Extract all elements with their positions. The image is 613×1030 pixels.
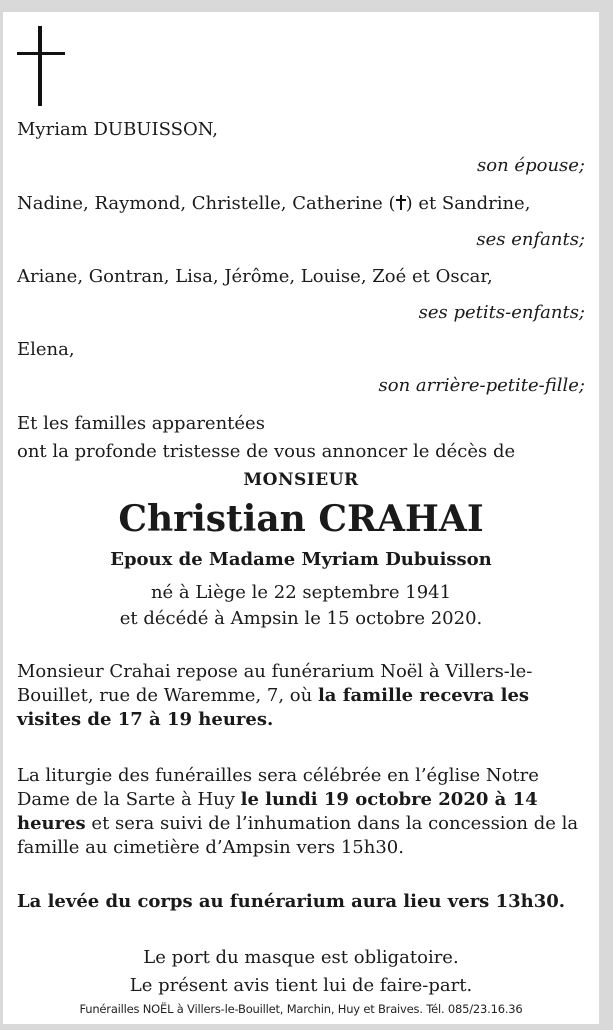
liturgy-paragraph xyxy=(17,764,589,860)
liturgy-text-2: et sera suivi de l’inhumation dans la concession de la famille au cimetière d’Ampsin vers 15h30. xyxy=(17,813,579,858)
announcement-line-1: Et les familles apparentées xyxy=(17,413,265,434)
faire-part-notice: Le présent avis tient lui de faire-part. xyxy=(129,975,473,996)
cross-icon xyxy=(17,26,67,106)
children-names-start: Nadine, Raymond, Christelle, Catherine ( xyxy=(17,193,396,214)
deceased-cross-icon xyxy=(396,195,406,210)
children-names xyxy=(17,192,530,216)
spouse-role: son épouse; xyxy=(477,155,585,176)
announcement-line-2: ont la profonde tristesse de vous annoncer le décès de xyxy=(17,441,516,462)
visitation-paragraph xyxy=(17,660,589,732)
great-grandchild-role: son arrière-petite-fille; xyxy=(378,375,585,396)
death-info: et décédé à Ampsin le 15 octobre 2020. xyxy=(119,608,483,629)
spouse-of: Epoux de Madame Myriam Dubuisson xyxy=(110,549,492,570)
spouse-name: Myriam DUBUISSON, xyxy=(17,119,219,140)
liturgy-date: le lundi 19 octobre 2020 à 14 heures xyxy=(17,789,538,834)
mask-notice: Le port du masque est obligatoire. xyxy=(143,947,459,968)
grandchildren-role: ses petits-enfants; xyxy=(418,302,585,323)
children-names-end: ) et Sandrine, xyxy=(405,193,531,214)
honorific: MONSIEUR xyxy=(243,470,359,490)
liturgy-text-1: La liturgie des funérailles sera célébrée en l’église Notre Dame de la Sarte à Huy xyxy=(17,765,539,810)
funeral-home-footer: Funérailles NOËL à Villers-le-Bouillet, Marchin, Huy et Braives. Tél. 085/23.16.36 xyxy=(79,1002,523,1016)
children-role: ses enfants; xyxy=(476,229,585,250)
great-grandchild-name: Elena, xyxy=(17,339,75,360)
visitation-text: Monsieur Crahai repose au funérarium Noël à Villers-le-Bouillet, rue de Waremme, 7, où xyxy=(17,661,533,706)
visitation-hours: la famille recevra les visites de 17 à 19 heures. xyxy=(17,685,530,730)
birth-info: né à Liège le 22 septembre 1941 xyxy=(150,582,452,603)
obituary-notice xyxy=(3,12,599,1024)
deceased-name: Christian CRAHAI xyxy=(118,498,484,540)
grandchildren-names: Ariane, Gontran, Lisa, Jérôme, Louise, Zoé et Oscar, xyxy=(17,266,493,287)
levee-notice: La levée du corps au funérarium aura lieu vers 13h30. xyxy=(17,891,566,912)
